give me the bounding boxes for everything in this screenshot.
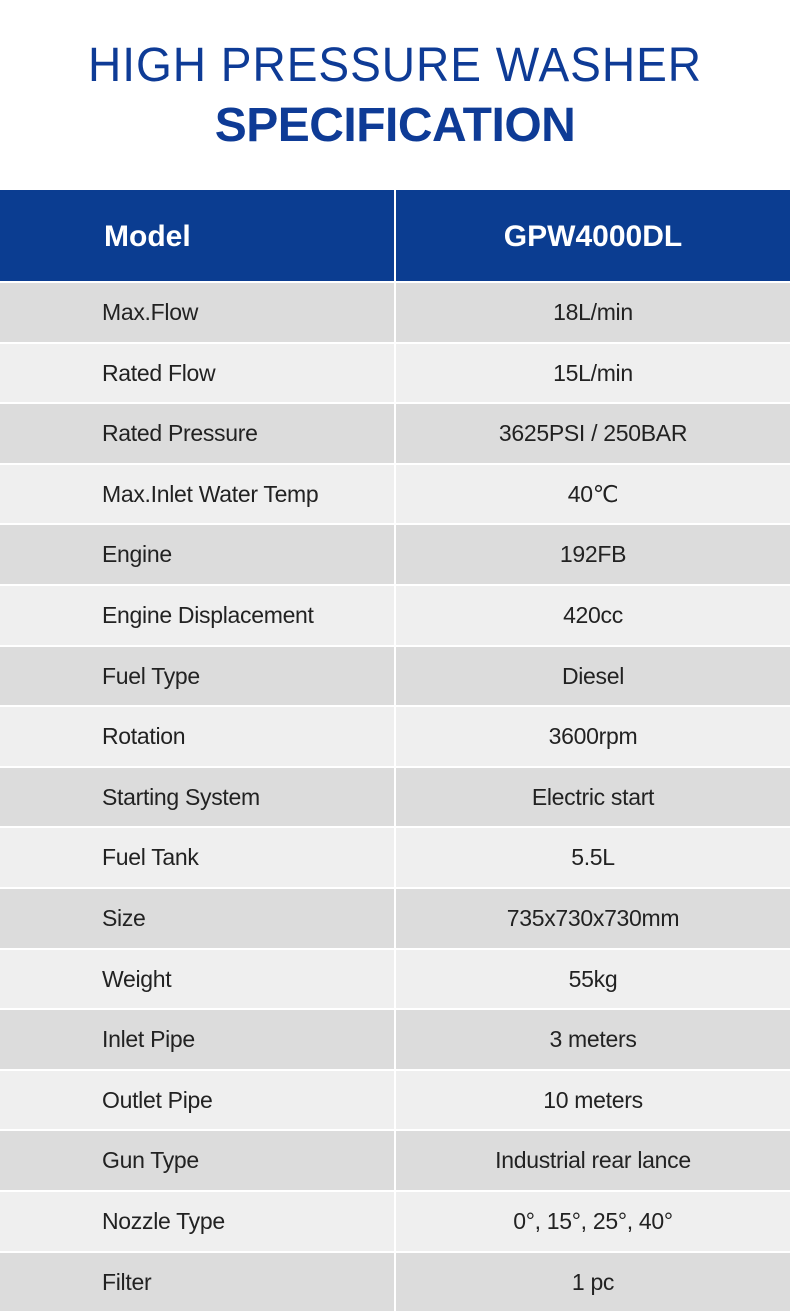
row-value: 420cc [563, 601, 623, 628]
row-value: Industrial rear lance [495, 1147, 691, 1174]
table-row [0, 828, 790, 889]
table-row [0, 1131, 790, 1192]
table-row [0, 283, 790, 344]
table-row [0, 404, 790, 465]
row-value: 18L/min [553, 299, 633, 325]
page-subtitle: SPECIFICATION [214, 99, 576, 152]
row-value: Electric start [531, 783, 655, 810]
row-label: Inlet Pipe [102, 1026, 195, 1053]
header-value-model: GPW4000DL [503, 220, 683, 253]
row-label: Weight [102, 965, 172, 992]
row-label: Fuel Type [102, 662, 200, 689]
table-row [0, 768, 790, 829]
table-row [0, 465, 790, 526]
row-label: Starting System [102, 783, 260, 810]
row-label: Size [102, 904, 146, 931]
row-value: 3600rpm [548, 723, 638, 750]
row-label: Engine Displacement [102, 601, 314, 628]
row-value: 40℃ [567, 480, 619, 507]
row-label: Rated Pressure [102, 420, 258, 447]
table-row [0, 1071, 790, 1132]
row-value: 5.5L [571, 844, 615, 871]
table-row [0, 1253, 790, 1313]
specification-table [0, 190, 790, 1313]
row-value: 1 pc [571, 1268, 615, 1295]
row-label: Rotation [102, 723, 186, 750]
table-row [0, 344, 790, 405]
row-value: 735x730x730mm [506, 904, 680, 931]
table-row [0, 647, 790, 708]
table-row [0, 950, 790, 1011]
row-label: Nozzle Type [102, 1207, 225, 1234]
row-label: Rated Flow [102, 359, 216, 386]
table-row [0, 889, 790, 950]
row-value: 15L/min [553, 359, 633, 386]
row-label: Outlet Pipe [102, 1086, 213, 1113]
row-label: Max.Flow [102, 299, 199, 325]
header-label-model: Model [104, 220, 191, 253]
page-title: HIGH PRESSURE WASHER [87, 39, 703, 92]
row-value: 192FB [559, 541, 627, 568]
row-value: 3 meters [549, 1026, 637, 1053]
table-row [0, 707, 790, 768]
row-value: 0°, 15°, 25°, 40° [513, 1207, 673, 1234]
row-label: Max.Inlet Water Temp [102, 480, 319, 507]
row-label: Fuel Tank [102, 844, 199, 871]
row-label: Filter [102, 1268, 152, 1295]
table-header-row [0, 190, 790, 283]
row-value: 10 meters [543, 1086, 643, 1113]
table-row [0, 525, 790, 586]
row-label: Gun Type [102, 1147, 199, 1174]
table-body [0, 283, 790, 1313]
table-row [0, 586, 790, 647]
table-row [0, 1010, 790, 1071]
row-label: Engine [102, 541, 172, 568]
row-value: 3625PSI / 250BAR [498, 420, 688, 447]
page-title-block [0, 0, 790, 190]
table-row [0, 1192, 790, 1253]
row-value: Diesel [561, 662, 625, 689]
row-value: 55kg [568, 965, 618, 992]
